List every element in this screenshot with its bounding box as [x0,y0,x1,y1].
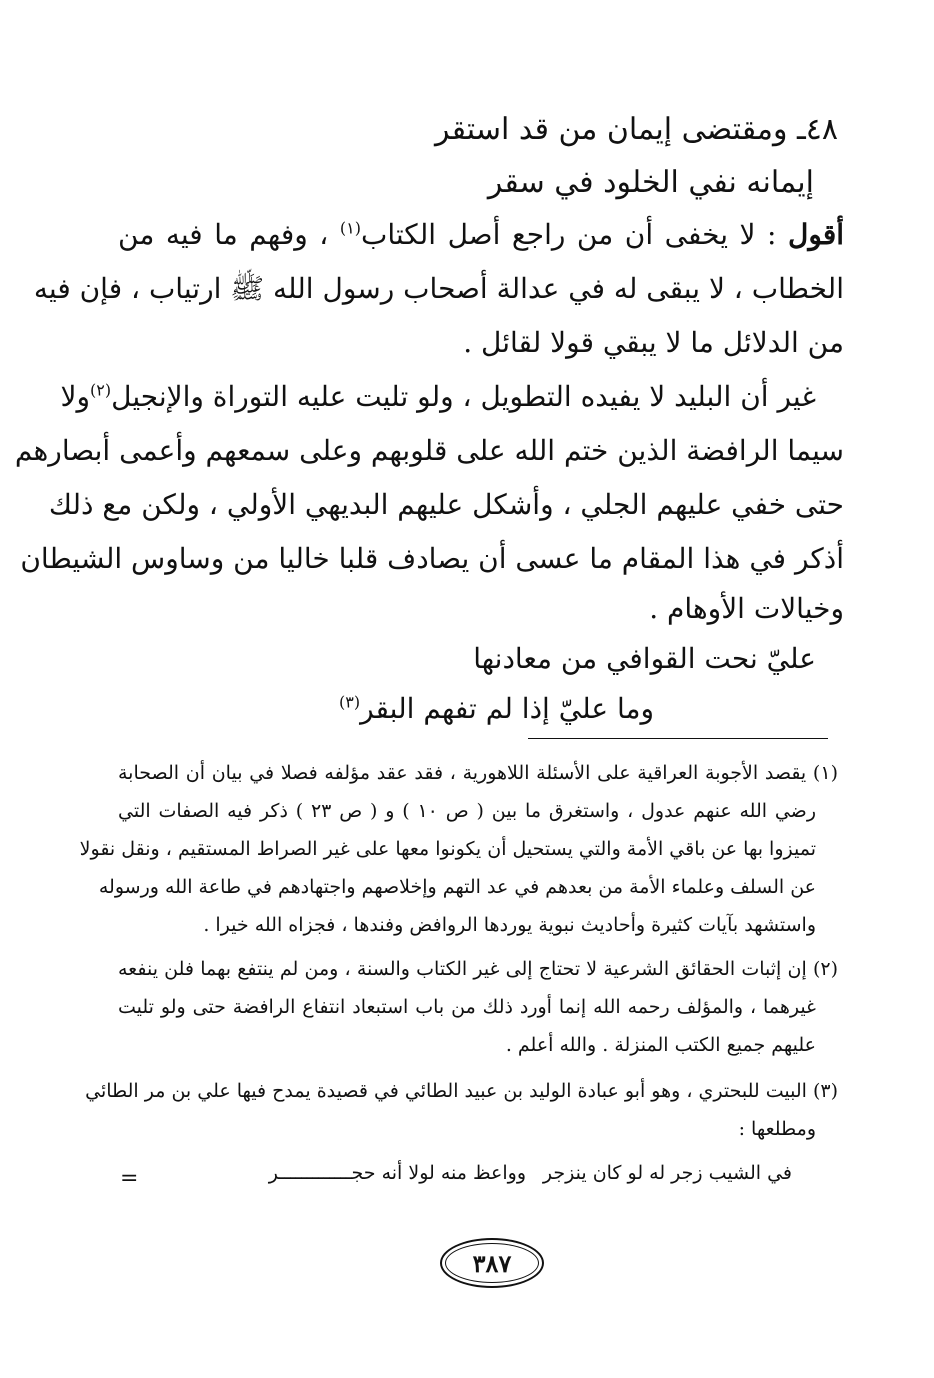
footnote-1-line-2: رضي الله عنهم عدول ، واستغرق ما بين ( ص ١٠ ) و ( ص ٢٣ ) ذكر فيه الصفات التي [118,800,816,822]
footnote-marker-1: (١) [339,218,361,238]
continuation-mark: = [120,1166,139,1191]
footnote-2-line-1: (٢) إن إثبات الحقائق الشرعية لا تحتاج إلى غير الكتاب والسنة ، ومن لم ينتفع بهما فلن ينفعه [118,958,839,980]
footnote-3-verse-a: في الشيب زجر له لو كان ينزجر [542,1162,792,1184]
paragraph-2-line-4: أذكر في هذا المقام ما عسى أن يصادف قلبا خاليا من وساوس الشيطان [20,542,844,575]
verse-line-2: إيمانه نفي الخلود في سقر [487,165,814,200]
footnote-1-line-1: (١) يقصد الأجوبة العراقية على الأسئلة اللاهورية ، فقد عقد مؤلفه فصلا في بيان أن الصحابة [118,762,838,784]
paragraph-2-line-2: سيما الرافضة الذين ختم الله على قلوبهم وعلى سمعهم وأعمى أبصارهم [14,434,844,467]
footnote-1-line-5: واستشهد بآيات كثيرة وأحاديث نبوية يوردها الروافض وفندها ، فجزاه الله خيرا . [203,914,816,936]
p2-l1-text: غير أن البليد لا يفيده التطويل ، ولو تليت عليه التوراة والإنجيل [111,380,816,413]
verse-line-1: ٤٨ـ ومقتضى إيمان من قد استقر [435,112,838,147]
p1-l1-tail: ، وفهم ما فيه من [118,218,329,251]
footnote-3-verse-b: وواعظ منه لولا أنه حجـــــــــــــر [268,1162,526,1184]
footnote-1-line-4: عن السلف وعلماء الأمة من بعدهم في عد التهم وإخلاصهم واجتهادهم في طاعة الله ورسوله [98,876,816,898]
paragraph-2-line-1 [60,380,816,413]
paragraph-1-line-2: الخطاب ، لا يبقى له في عدالة أصحاب رسول الله ﷺ ارتياب ، فإن فيه [33,272,844,305]
footnote-2-line-3: عليهم جميع الكتب المنزلة . والله أعلم . [505,1034,816,1056]
page-number: ٣٨٧ [472,1248,512,1278]
p1-l1-text: : لا يخفى أن من راجع أصل الكتاب [360,218,777,251]
paragraph-2-line-3: حتى خفي عليهم الجلي ، وأشكل عليهم البديهي الأولي ، ولكن مع ذلك [48,488,844,521]
paragraph-1-line-3: من الدلائل ما لا يبقي قولا لقائل . [463,326,844,359]
footnote-marker-2: (٢) [90,380,112,400]
paragraph-2-line-5: وخيالات الأوهام . [649,592,844,625]
footnote-2-line-2: غيرهما ، والمؤلف رحمه الله إنما أورد ذلك من باب استبعاد انتفاع الرافضة حتى ولو تليت [118,996,816,1018]
poem-line-1: عليّ نحت القوافي من معادنها [473,642,816,675]
footnote-3-line-1: (٣) البيت للبحتري ، وهو أبو عبادة الوليد بن عبيد الطائي في قصيدة يمدح فيها علي بن مر الطائي [85,1080,838,1102]
page-number-frame [440,1238,544,1288]
footnote-1-line-3: تميزوا بها عن باقي الأمة والتي يستحيل أن يكونوا معها على غير الصراط المستقيم ، ونقل نقولا [79,838,816,860]
poem-line-2 [339,692,654,725]
footnote-3-line-2: ومطلعها : [738,1118,816,1140]
lead-word: أقول [788,218,845,251]
footnote-separator [528,738,828,739]
footnote-marker-3: (٣) [338,692,361,712]
p2-l1-tail: ولا [60,380,91,413]
poem-line-2-text: وما عليّ إذا لم تفهم البقر [360,692,654,725]
paragraph-1-line-1 [118,218,844,251]
